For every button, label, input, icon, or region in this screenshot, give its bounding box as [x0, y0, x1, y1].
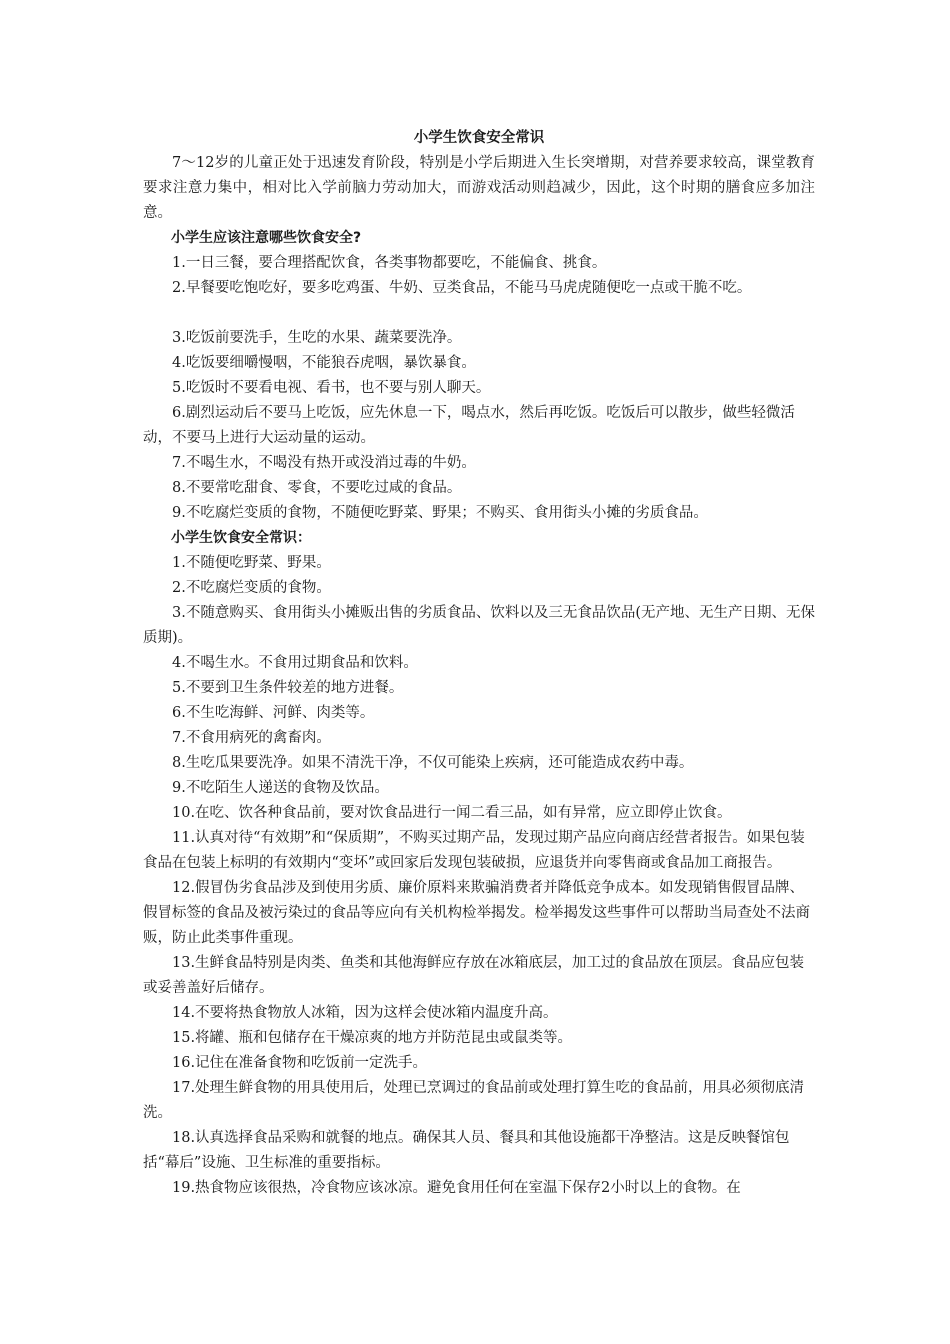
list-item: 4.不喝生水。不食用过期食品和饮料。 [172, 655, 418, 671]
list-item: 4.吃饭要细嚼慢咽，不能狼吞虎咽，暴饮暴食。 [172, 355, 476, 371]
list-item: 14.不要将热食物放人冰箱，因为这样会使冰箱内温度升高。 [172, 1005, 558, 1021]
document-body [143, 126, 815, 1201]
list-item: 2.不吃腐烂变质的食物。 [172, 580, 331, 596]
page-title: 小学生饮食安全常识 [413, 130, 545, 146]
list-item: 2.早餐要吃饱吃好，要多吃鸡蛋、牛奶、豆类食品，不能马马虎虎随便吃一点或干脆不吃。 [172, 280, 752, 296]
list-item: 3.不随意购买、食用街头小摊贩出售的劣质食品、饮料以及三无食品饮品(无产地、无生产日期、无保质期)。 [143, 605, 815, 646]
list-item: 9.不吃腐烂变质的食物，不随便吃野菜、野果；不购买、食用街头小摊的劣质食品。 [172, 505, 708, 521]
list-item: 3.吃饭前要洗手，生吃的水果、蔬菜要洗净。 [172, 330, 462, 346]
list-item: 9.不吃陌生人递送的食物及饮品。 [172, 780, 389, 796]
list-item: 1.不随便吃野菜、野果。 [172, 555, 331, 571]
list-item: 10.在吃、饮各种食品前，要对饮食品进行一闻二看三品，如有异常，应立即停止饮食。 [172, 805, 732, 821]
section1-list [143, 251, 815, 526]
list-item: 18.认真选择食品采购和就餐的地点。确保其人员、餐具和其他设施都干净整洁。这是反映餐馆包括“幕后”设施、卫生标准的重要指标。 [143, 1130, 790, 1171]
list-item: 1.一日三餐，要合理搭配饮食，各类事物都要吃，不能偏食、挑食。 [172, 255, 607, 271]
list-item: 8.不要常吃甜食、零食，不要吃过咸的食品。 [172, 480, 462, 496]
list-item: 11.认真对待“有效期”和“保质期”，不购买过期产品，发现过期产品应向商店经营者报告。如果包装食品在包装上标明的有效期内“变坏”或回家后发现包装破损，应退货并向零售商或食品加工商报告。 [143, 830, 805, 871]
list-item: 5.不要到卫生条件较差的地方进餐。 [172, 680, 404, 696]
list-item: 17.处理生鲜食物的用具使用后，处理已烹调过的食品前或处理打算生吃的食品前，用具必须彻底清洗。 [143, 1080, 805, 1121]
section-heading-common-knowledge: 小学生饮食安全常识： [171, 530, 311, 546]
list-item: 19.热食物应该很热，冷食物应该冰凉。避免食用任何在室温下保存2小时以上的食物。在 [172, 1180, 741, 1196]
list-item: 6.不生吃海鲜、河鲜、肉类等。 [172, 705, 375, 721]
list-item: 7.不食用病死的禽畜肉。 [172, 730, 331, 746]
list-item: 6.剧烈运动后不要马上吃饭，应先休息一下，喝点水，然后再吃饭。吃饭后可以散步，做些轻微活动，不要马上进行大运动量的运动。 [143, 405, 795, 446]
list-item: 13.生鲜食品特别是肉类、鱼类和其他海鲜应存放在冰箱底层，加工过的食品放在顶层。食品应包装或妥善盖好后储存。 [143, 955, 805, 996]
blank-line [143, 301, 815, 326]
section2-list [143, 551, 815, 1201]
intro-paragraph: 7～12岁的儿童正处于迅速发育阶段，特别是小学后期进入生长突增期，对营养要求较高，课堂教育要求注意力集中，相对比入学前脑力劳动加大，而游戏活动则趋减少，因此，这个时期的膳食应多加注意。 [143, 155, 815, 221]
list-item: 15.将罐、瓶和包储存在干燥凉爽的地方并防范昆虫或鼠类等。 [172, 1030, 573, 1046]
list-item: 5.吃饭时不要看电视、看书，也不要与别人聊天。 [172, 380, 491, 396]
section-heading-safety-notes: 小学生应该注意哪些饮食安全? [171, 230, 362, 246]
list-item: 16.记住在准备食物和吃饭前一定洗手。 [172, 1055, 428, 1071]
list-item: 12.假冒伪劣食品涉及到使用劣质、廉价原料来欺骗消费者并降低竞争成本。如发现销售假冒品牌、假冒标签的食品及被污染过的食品等应向有关机构检举揭发。检举揭发这些事件可以帮助当局查处不法商贩，防止此类事件重现。 [143, 880, 810, 946]
list-item: 8.生吃瓜果要洗净。如果不清洗干净，不仅可能染上疾病，还可能造成农药中毒。 [172, 755, 694, 771]
list-item: 7.不喝生水，不喝没有热开或没消过毒的牛奶。 [172, 455, 476, 471]
